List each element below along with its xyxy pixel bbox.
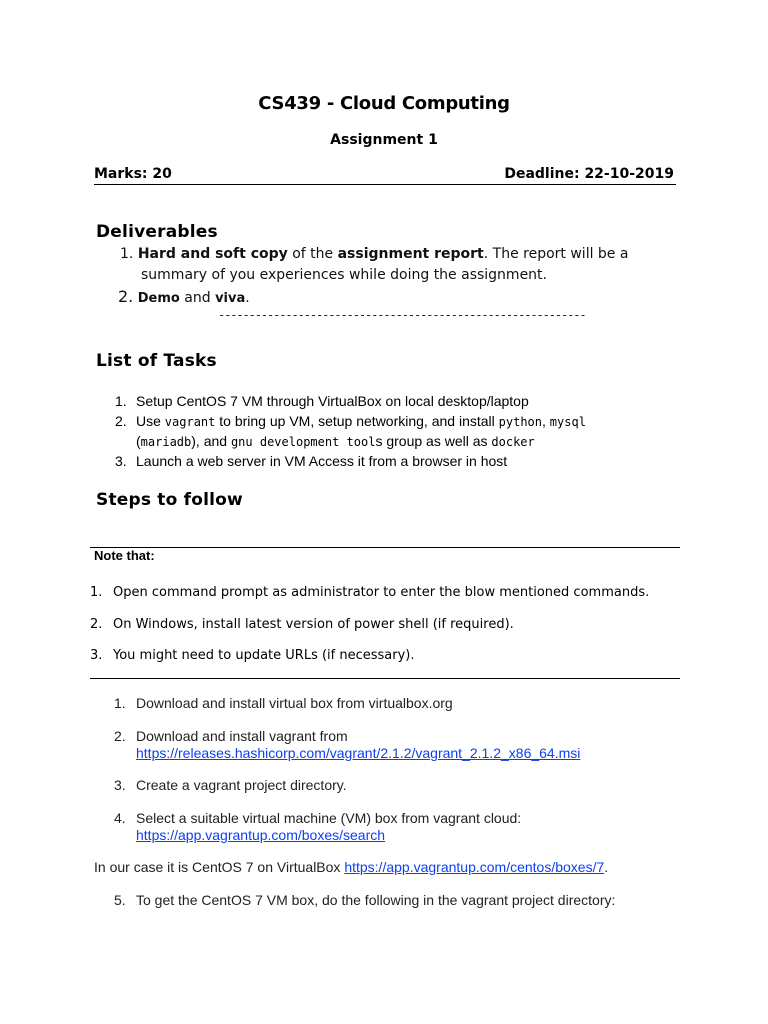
- task-item-2: [115, 411, 680, 432]
- deliverable-item-1: [120, 244, 678, 264]
- task-2-number: 2.: [115, 413, 127, 429]
- task-3-text: Launch a web server in VM Access it from a browser in host: [136, 453, 508, 469]
- task-item-1: [115, 391, 529, 411]
- document-title: CS439 - Cloud Computing: [258, 93, 510, 114]
- deliverable-1-text-a: of the: [287, 246, 338, 262]
- step-5-text: To get the CentOS 7 VM box, do the following in the vagrant project directory:: [136, 892, 616, 908]
- step-3-text: Create a vagrant project directory.: [136, 777, 347, 793]
- tasks-heading: List of Tasks: [96, 351, 217, 371]
- step-1-number: 1.: [114, 695, 126, 711]
- task-2-text-b: to bring up VM, setup networking, and install: [215, 413, 499, 429]
- note-item-1: [90, 585, 649, 600]
- deliverable-1-bold-b: assignment report: [337, 246, 484, 262]
- case-paragraph: [94, 859, 608, 876]
- deliverable-2-text-a: and: [179, 290, 216, 306]
- code-vagrant: vagrant: [164, 415, 216, 429]
- deliverable-1-number: 1.: [120, 246, 134, 262]
- step-item-1: [114, 695, 453, 712]
- deliverable-2-bold-a: Demo: [137, 291, 180, 306]
- task-2-line-2: [136, 431, 535, 452]
- note-2-number: 2.: [90, 617, 103, 632]
- dashed-separator: ------------------------------------------------------------: [218, 308, 586, 322]
- deliverable-2-bold-b: viva: [215, 291, 246, 306]
- centos-box-link[interactable]: https://app.vagrantup.com/centos/boxes/7: [344, 859, 605, 875]
- deliverable-2-number: 2.: [118, 287, 134, 306]
- step-2-text: Download and install vagrant from: [136, 728, 348, 744]
- step-4-text: Select a suitable virtual machine (VM) box from vagrant cloud:: [136, 810, 522, 826]
- task-item-3: [115, 451, 507, 471]
- step-item-5: [114, 892, 615, 909]
- step-1-text: Download and install virtual box from virtualbox.org: [136, 695, 453, 711]
- note-3-text: You might need to update URLs (if necessary).: [113, 648, 415, 663]
- case-end: .: [604, 859, 609, 875]
- code-gnu-dev-tools: gnu development tool: [230, 435, 376, 449]
- deliverables-heading: Deliverables: [96, 222, 218, 242]
- note-2-text: On Windows, install latest version of power shell (if required).: [113, 617, 514, 632]
- case-text: In our case it is CentOS 7 on VirtualBox: [94, 859, 345, 875]
- step-item-4: [114, 810, 521, 827]
- task-2-text-c: ,: [542, 413, 550, 429]
- note-1-number: 1.: [90, 585, 103, 600]
- task-3-number: 3.: [115, 453, 127, 469]
- deliverable-item-2: [118, 287, 250, 309]
- assignment-subtitle: Assignment 1: [330, 132, 438, 148]
- note-bottom-rule: [90, 678, 680, 679]
- vagrant-boxes-search-link[interactable]: https://app.vagrantup.com/boxes/search: [136, 827, 386, 843]
- note-item-2: [90, 617, 514, 632]
- note-3-number: 3.: [90, 648, 103, 663]
- step-item-2: [114, 728, 348, 745]
- steps-heading: Steps to follow: [96, 490, 243, 510]
- code-mysql: mysql: [549, 415, 586, 429]
- task-2-text-a: Use: [136, 413, 165, 429]
- deliverable-2-text-b: .: [245, 290, 250, 306]
- vagrant-download-link[interactable]: https://releases.hashicorp.com/vagrant/2.1.2/vagrant_2.1.2_x86_64.msi: [136, 745, 581, 761]
- task-1-number: 1.: [115, 393, 127, 409]
- task-1-text: Setup CentOS 7 VM through VirtualBox on local desktop/laptop: [136, 393, 529, 409]
- deadline-label: Deadline: 22-10-2019: [504, 166, 674, 182]
- code-python: python: [498, 415, 543, 429]
- note-item-3: [90, 648, 415, 663]
- deliverable-1-line-2: summary of you experiences while doing the assignment.: [141, 267, 547, 283]
- note-label: Note that:: [94, 548, 155, 563]
- task-2-text-d: (: [136, 433, 141, 449]
- step-5-number: 5.: [114, 892, 126, 908]
- step-4-number: 4.: [114, 810, 126, 826]
- note-top-rule: [90, 547, 680, 548]
- deliverable-1-bold-a: Hard and soft copy: [137, 246, 288, 262]
- code-mariadb: mariadb: [140, 435, 192, 449]
- note-1-text: Open command prompt as administrator to enter the blow mentioned commands.: [113, 585, 650, 600]
- step-3-number: 3.: [114, 777, 126, 793]
- task-2-text-f: s group as well as: [375, 433, 492, 449]
- step-2-number: 2.: [114, 728, 126, 744]
- code-docker: docker: [491, 435, 535, 449]
- marks-label: Marks: 20: [94, 166, 172, 182]
- header-rule: [94, 184, 676, 185]
- task-2-text-e: ), and: [191, 433, 231, 449]
- deliverable-1-text-b: . The report will be a: [483, 246, 629, 262]
- step-item-3: [114, 777, 347, 794]
